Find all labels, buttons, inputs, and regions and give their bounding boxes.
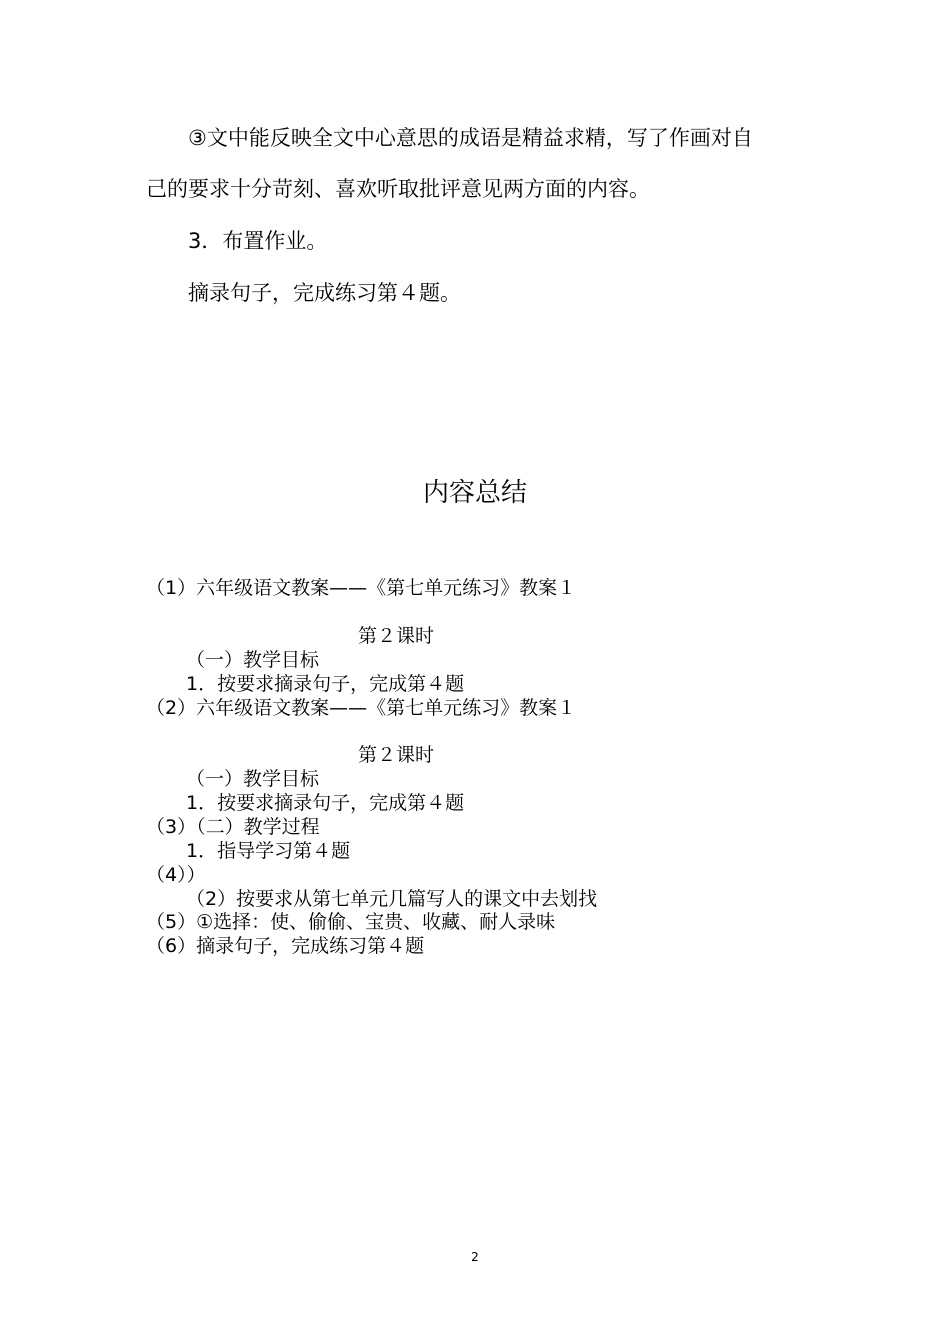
summary-line: （一）教学目标: [186, 768, 320, 790]
summary-line: 1．指导学习第４题: [186, 840, 351, 862]
summary-title: 内容总结: [422, 478, 527, 508]
summary-line: （4））: [146, 864, 206, 886]
summary-line: 第２课时: [358, 744, 435, 766]
summary-line: （一）教学目标: [186, 649, 320, 671]
summary-line: 1．按要求摘录句子，完成第４题: [186, 792, 465, 814]
summary-line: 第２课时: [358, 625, 435, 647]
body-paragraph-line: 己的要求十分苛刻、喜欢听取批评意见两方面的内容。: [146, 177, 650, 201]
summary-line: （5）①选择：使、偷偷、宝贵、收藏、耐人录味: [146, 911, 556, 933]
summary-line: （6）摘录句子，完成练习第４题: [146, 935, 425, 957]
body-paragraph-line: 摘录句子，完成练习第４题。: [188, 281, 461, 305]
body-paragraph-line: ③文中能反映全文中心意思的成语是精益求精，写了作画对自: [188, 126, 753, 150]
summary-line: （1）六年级语文教案——《第七单元练习》教案１: [146, 577, 577, 599]
summary-line: （3）（二）教学过程: [146, 816, 320, 838]
body-paragraph-line: 3．布置作业。: [188, 229, 328, 253]
summary-line: （2）六年级语文教案——《第七单元练习》教案１: [146, 697, 577, 719]
summary-line: 1．按要求摘录句子，完成第４题: [186, 673, 465, 695]
page-number: 2: [471, 1250, 479, 1264]
summary-line: （2）按要求从第七单元几篇写人的课文中去划找: [186, 888, 598, 910]
